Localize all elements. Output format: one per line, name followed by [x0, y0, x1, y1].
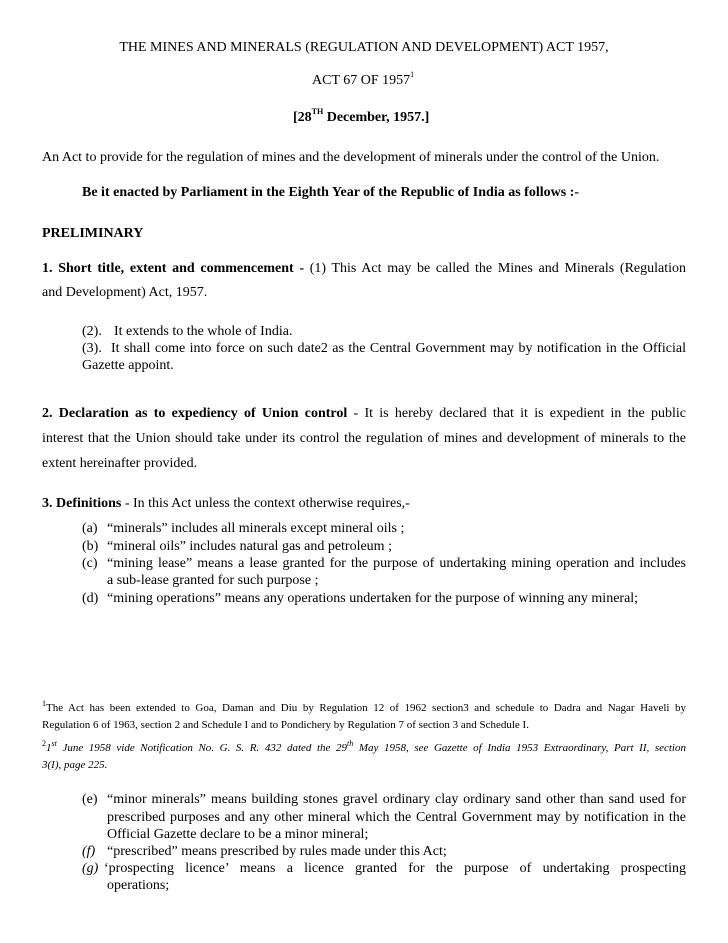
footnote-1-line-2: Regulation 6 of 1963, section 2 and Schedule I and to Pondichery by Regulation 7 of section 3 and Schedule I.: [42, 719, 529, 731]
footnote-1-line-1: $^1$The Act has been extended to Goa, Daman and Diu by Regulation 12 of 1962 section3 and schedule to Dadra and Nagar Haveli by: [42, 699, 686, 714]
long-title: An Act to provide for the regulation of mines and the development of minerals under the control of the Union.: [42, 150, 660, 165]
section-2-line-3: extent hereinafter provided.: [42, 456, 198, 471]
section-3-intro: 3. Definitions - In this Act unless the context otherwise requires,-: [42, 496, 410, 511]
act-number: ACT 67 OF 1957$^1$: [312, 70, 415, 88]
section-2-line-1: 2. Declaration as to expediency of Union control - It is hereby declared that it is expedient in the public: [42, 406, 686, 421]
section-1-line-1: 1. Short title, extent and commencement - (1) This Act may be called the Mines and Minerals (Regulation: [42, 261, 687, 276]
act-title: THE MINES AND MINERALS (REGULATION AND DEVELOPMENT) ACT 1957,: [119, 40, 609, 55]
enactment-date: [28TH December, 1957.]: [293, 107, 430, 125]
enacting-formula: Be it enacted by Parliament in the Eighth Year of the Republic of India as follows :-: [82, 185, 579, 200]
chapter-heading: PRELIMINARY: [42, 226, 144, 241]
footnote-2-line-1: $^2$1st June 1958 vide Notification No. G. S. R. 432 dated the 29th May 1958, see Gazette of India 1953 Extraordinary, Part II, section: [42, 739, 686, 754]
footnote-ref-1: 1: [410, 70, 415, 79]
section-1-sub-3-line-2: Gazette appoint.: [82, 358, 174, 373]
definition-c-line-2: a sub-lease granted for such purpose ;: [107, 573, 319, 588]
section-1-line-2: and Development) Act, 1957.: [42, 285, 208, 300]
section-3-heading: 3. Definitions: [42, 496, 122, 511]
definition-g-line-2: operations;: [107, 878, 170, 893]
section-2-line-2: interest that the Union should take under its control the regulation of mines and development of minerals to the: [42, 431, 686, 446]
section-2-heading: 2. Declaration as to expediency of Union control: [42, 406, 348, 421]
definition-e-line-2: prescribed purposes and any other mineral which the Central Government may by notification in the: [107, 810, 686, 825]
section-1-heading: 1. Short title, extent and commencement -: [42, 261, 310, 276]
footnote-2-line-2: 3(I), page 225.: [42, 759, 108, 771]
definition-e-line-3: Official Gazette declare to be a minor mineral;: [107, 827, 369, 842]
